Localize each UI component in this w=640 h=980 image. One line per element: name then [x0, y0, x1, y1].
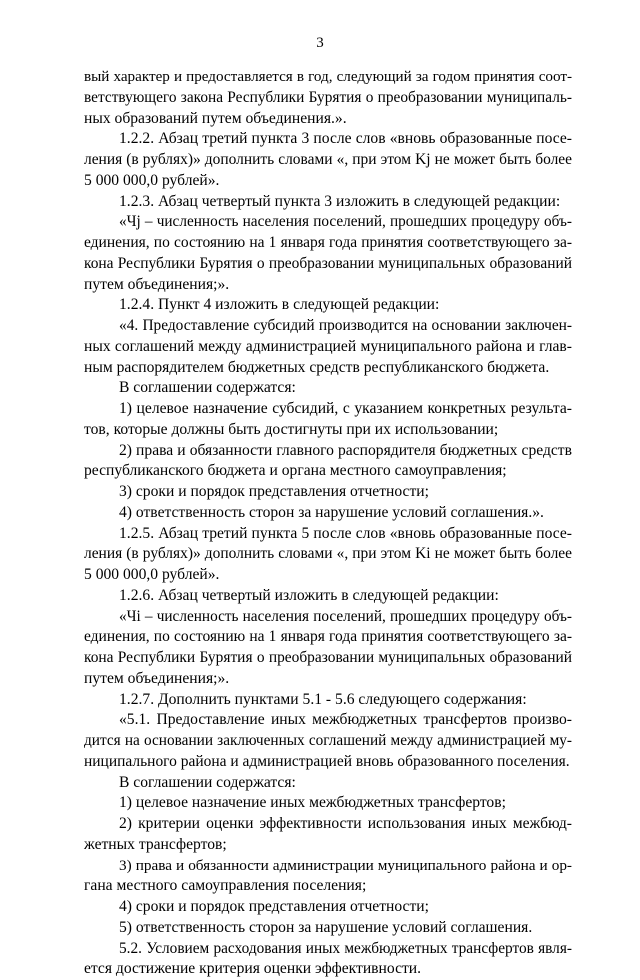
text-line: дится на основании заключенных соглашений между администрацией му- — [84, 732, 572, 749]
text-line: 3) сроки и порядок представления отчетности; — [119, 483, 429, 500]
text-line: 1.2.7. Дополнить пунктами 5.1 - 5.6 следующего содержания: — [119, 690, 527, 708]
text-line: 1.2.4. Пункт 4 изложить в следующей редакции: — [119, 296, 440, 314]
text-line: единения, по состоянию на 1 января года принятия соответствующего за- — [84, 234, 572, 251]
text-line: 1.2.6. Абзац четвертый изложить в следующей редакции: — [119, 586, 499, 604]
text-line: 2) критерии оценки эффективности использования иных межбюд- — [119, 815, 572, 832]
text-line: 2) права и обязанности главного распорядителя бюджетных средств — [119, 441, 572, 459]
text-line: 3) права и обязанности администрации муниципального района и ор- — [119, 856, 572, 874]
text-line: ления (в рублях)» дополнить словами «, при этом Kj не может быть более — [84, 151, 572, 168]
text-line: «4. Предоставление субсидий производится на основании заключен- — [119, 317, 572, 334]
text-line: ным распорядителем бюджетных средств республиканского бюджета. — [84, 358, 550, 376]
page-number: 3 — [316, 35, 324, 51]
text-line: 1.2.3. Абзац четвертый пункта 3 изложить в следующей редакции: — [119, 192, 561, 210]
text-line: жетных трансфертов; — [84, 835, 227, 853]
text-line: 5.2. Условием расходования иных межбюджетных трансфертов явля- — [119, 939, 572, 957]
text-line: «Чi – численность населения поселений, прошедших процедуру объ- — [119, 607, 572, 625]
text-line: ных образований путем объединения.». — [84, 109, 347, 127]
document-body — [84, 67, 572, 980]
text-line: 5 000 000,0 рублей». — [84, 171, 220, 189]
text-line: гана местного самоуправления поселения; — [84, 877, 367, 895]
text-line: республиканского бюджета и органа местного самоуправления; — [84, 462, 507, 480]
text-line: 4) сроки и порядок представления отчетности; — [119, 898, 429, 915]
text-line: 1.2.5. Абзац третий пункта 5 после слов «вновь образованные посе- — [119, 524, 572, 542]
text-line: «Чj – численность населения поселений, прошедших процедуру объ- — [119, 213, 572, 231]
text-line: В соглашении содержатся: — [119, 773, 296, 791]
text-line: кона Республики Бурятия о преобразовании муниципальных образований — [84, 649, 572, 666]
text-line: В соглашении содержатся: — [119, 379, 296, 397]
text-line: «5.1. Предоставление иных межбюджетных трансфертов произво- — [119, 711, 572, 729]
text-line: ных соглашений между администрацией муниципального района и глав- — [84, 337, 572, 355]
text-line: 5) ответственность сторон за нарушение условий соглашения. — [119, 918, 533, 936]
text-line: 1.2.2. Абзац третий пункта 3 после слов «вновь образованные посе- — [119, 130, 572, 148]
text-line: путем объединения;». — [84, 669, 230, 687]
text-line: 1) целевое назначение субсидий, с указанием конкретных результа- — [119, 400, 572, 417]
text-line: 5 000 000,0 рублей». — [84, 566, 220, 583]
text-line: путем объединения;». — [84, 275, 230, 293]
text-line: ется достижение критерия оценки эффективности. — [84, 960, 422, 978]
text-line: единения, по состоянию на 1 января года принятия соответствующего за- — [84, 628, 572, 646]
text-line: ления (в рублях)» дополнить словами «, при этом Ki не может быть более — [84, 545, 572, 563]
text-line: 1) целевое назначение иных межбюджетных трансфертов; — [119, 794, 506, 812]
text-line: 4) ответственность сторон за нарушение условий соглашения.». — [119, 503, 544, 521]
text-line: кона Республики Бурятия о преобразовании муниципальных образований — [84, 254, 572, 272]
text-line: тов, которые должны быть достигнуты при их использовании; — [84, 420, 499, 438]
text-line: ниципального района и администрацией вновь образованного поселения. — [84, 752, 570, 770]
text-line: вый характер и предоставляется в год, следующий за годом принятия соот- — [84, 69, 572, 85]
text-line: ветствующего закона Республики Бурятия о преобразовании муниципаль- — [84, 88, 572, 106]
